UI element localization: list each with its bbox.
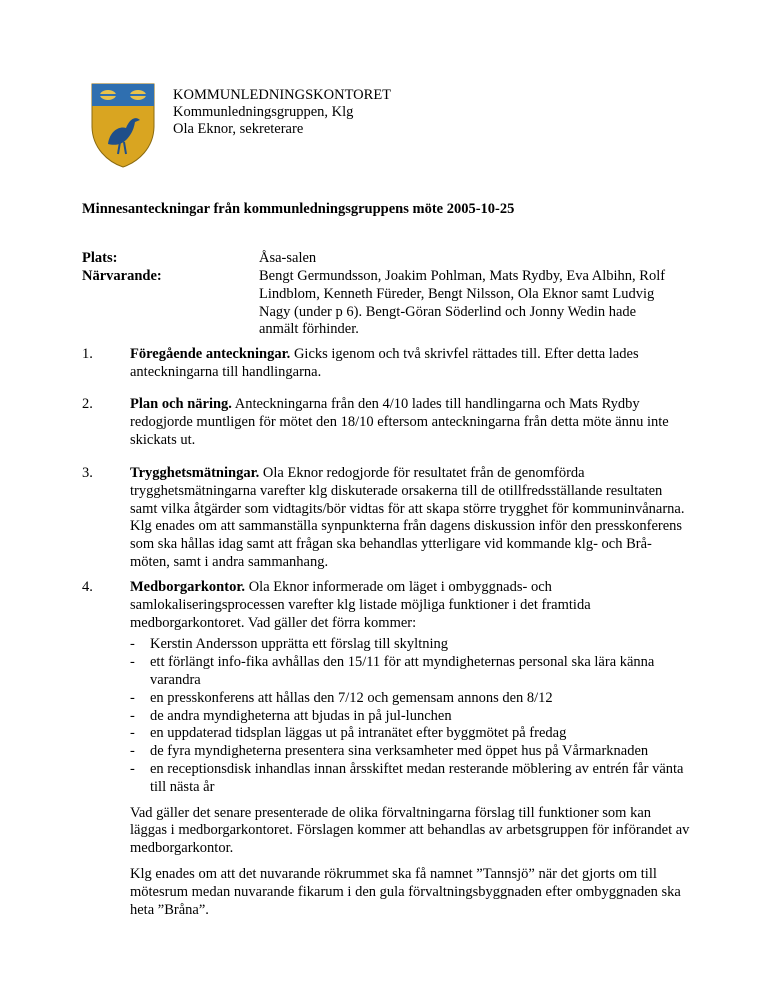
agenda-item-2 bbox=[130, 396, 690, 449]
group-name: Kommunledningsgruppen, Klg bbox=[173, 104, 354, 120]
item-number: 4. bbox=[82, 579, 93, 595]
list-item: - Kerstin Andersson upprätta ett förslag till skyltning bbox=[130, 636, 690, 654]
municipal-coat-of-arms-icon bbox=[90, 82, 156, 168]
agenda-item-3 bbox=[130, 465, 690, 572]
page-title: Minnesanteckningar från kommunledningsgruppens möte 2005-10-25 bbox=[82, 201, 515, 217]
list-item: - de andra myndigheterna att bjudas in på jul-lunchen bbox=[130, 708, 690, 726]
item-number: 3. bbox=[82, 465, 93, 481]
list-item: - en uppdaterad tidsplan läggas ut på intranätet efter byggmötet på fredag bbox=[130, 725, 690, 743]
item-heading: Trygghetsmätningar. bbox=[130, 465, 260, 481]
place-value: Åsa-salen bbox=[259, 250, 317, 266]
list-item: - en receptionsdisk inhandlas innan årsskiftet medan resterande möblering av entrén får vänta till nästa år bbox=[130, 761, 690, 797]
paragraph: Vad gäller det senare presenterade de olika förvaltningarna förslag till funktioner som kan läggas i medborgarkontoret. Förslagen kommer att behandlas av arbetsgruppen för införandet av medborgarkontor. bbox=[130, 804, 690, 857]
org-name: KOMMUNLEDNINGSKONTORET bbox=[173, 87, 392, 103]
list-item: - en presskonferens att hållas den 7/12 och gemensam annons den 8/12 bbox=[130, 690, 690, 708]
item-heading: Plan och näring. bbox=[130, 396, 232, 412]
item-text: Ola Eknor redogjorde för resultatet från de genomförda trygghetsmätningarna varefter klg diskuterade orsakerna till de otillfredsställande resultaten samt vilka åtgärder som vidtagits/bör vidtas för att skapa större trygghet för kommuninvånarna. Klg enades om att sammanställa synpunkterna från dagens diskussion inför den presskonferens som ska hållas idag samt att frågan ska behandlas ytterligare vid kommande klg- och Brå-möten, samt i andra sammanhang. bbox=[130, 465, 685, 570]
paragraph: Klg enades om att det nuvarande rökrummet ska få namnet ”Tannsjö” när det gjorts om till mötesrum medan nuvarande fikarum i den gula förvaltningsbyggnaden efter ombyggnaden ska heta ”Bråna”. bbox=[130, 865, 681, 918]
item-heading: Föregående anteckningar. bbox=[130, 346, 291, 362]
present-label: Närvarande: bbox=[82, 268, 162, 284]
secretary-name: Ola Eknor, sekreterare bbox=[173, 121, 304, 137]
action-list bbox=[130, 636, 690, 796]
list-item: - de fyra myndigheterna presentera sina verksamheter med öppet hus på Vårmarknaden bbox=[130, 743, 690, 761]
agenda-item-1 bbox=[130, 346, 690, 382]
letterhead bbox=[173, 87, 391, 138]
item-text: Anteckningarna från den 4/10 lades till handlingarna och Mats Rydby redogjorde muntligen för mötet den 18/10 eftersom anteckningarna från detta möte ännu inte skickats ut. bbox=[130, 396, 669, 448]
item-text: Gicks igenom och två skrivfel rättades till. Efter detta lades anteckningarna till handlingarna. bbox=[130, 346, 639, 380]
item-number: 1. bbox=[82, 346, 93, 362]
present-value: Bengt Germundsson, Joakim Pohlman, Mats Rydby, Eva Albihn, Rolf Lindblom, Kenneth Füreder, Bengt Nilsson, Ola Eknor samt Ludvig Nagy (under p 6). Bengt-Göran Söderlind och Jonny Wedin hade anmält förhinder. bbox=[259, 268, 666, 338]
agenda-item-4 bbox=[130, 579, 690, 919]
item-number: 2. bbox=[82, 396, 93, 412]
item-heading: Medborgarkontor. bbox=[130, 579, 246, 595]
place-label: Plats: bbox=[82, 250, 118, 266]
item-text: Ola Eknor informerade om läget i ombyggnads- och samlokaliseringsprocessen varefter klg listade möjliga funktioner i det framtida medborgarkontoret. Vad gäller det förra kommer: bbox=[130, 579, 591, 631]
list-item: - ett förlängt info-fika avhållas den 15/11 för att myndigheternas personal ska lära känna varandra bbox=[130, 654, 690, 690]
